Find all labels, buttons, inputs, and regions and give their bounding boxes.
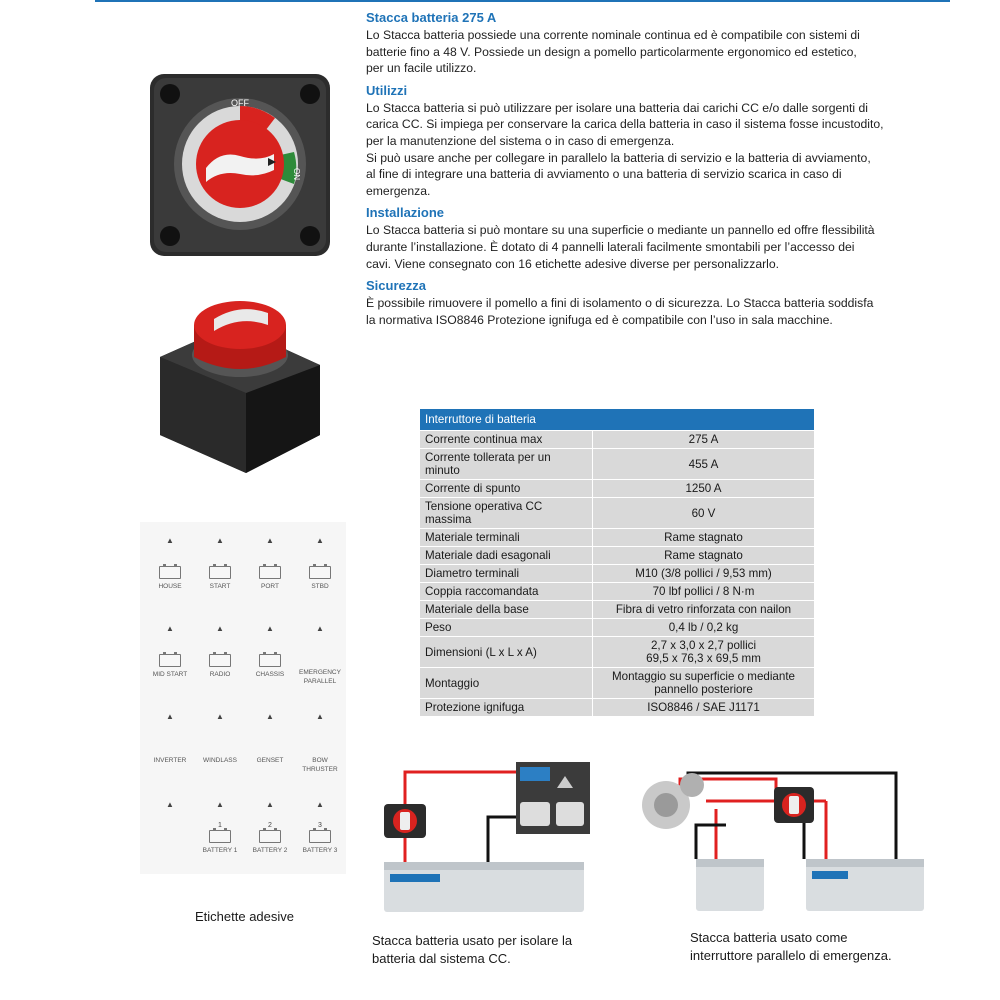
sticker-label <box>246 624 294 708</box>
spec-row <box>420 601 814 619</box>
section-line: carica CC. Si impiega per conservare la carica della batteria in caso il sistema fosse incustodito, <box>366 117 884 132</box>
battery-icon <box>209 830 231 843</box>
description-column <box>366 10 926 334</box>
spec-value: ISO8846 / SAE J1171 <box>593 699 815 717</box>
sticker-text: HOUSE <box>158 583 182 590</box>
section-line: batterie fino a 48 V. Possiede un design a pomello particolarmente ergonomico ed estetico, <box>366 44 857 59</box>
sticker-label <box>146 536 194 620</box>
spec-key: Materiale terminali <box>420 529 593 547</box>
up-arrow-icon: ▲ <box>166 800 174 809</box>
sticker-label <box>296 800 344 884</box>
battery-icon <box>309 830 331 843</box>
up-arrow-icon: ▲ <box>266 624 274 633</box>
sticker-text: STBD <box>311 583 329 590</box>
sticker-label <box>196 536 244 620</box>
up-arrow-icon: ▲ <box>266 536 274 545</box>
sticker-label <box>146 800 194 884</box>
up-arrow-icon: ▲ <box>266 712 274 721</box>
section-line: Lo Stacca batteria si può utilizzare per isolare una batteria dai carichi CC e/o dalle sorgenti di <box>366 100 868 115</box>
top-rule <box>95 0 950 2</box>
left-diagram-caption <box>372 932 572 968</box>
sticker-label <box>296 624 344 708</box>
section-3 <box>366 278 926 328</box>
section-line: durante l’installazione. È dotato di 4 pannelli laterali facilmente smontabili per l’accesso dei <box>366 239 855 254</box>
sticker-text: RADIO <box>209 671 231 678</box>
up-arrow-icon: ▲ <box>216 536 224 545</box>
spec-row <box>420 498 814 529</box>
sticker-label <box>296 536 344 620</box>
sticker-sheet <box>140 522 346 874</box>
section-2 <box>366 205 926 272</box>
left-caption-line1: Stacca batteria usato per isolare la <box>372 933 573 948</box>
battery-icon <box>159 654 181 667</box>
spec-value: Montaggio su superficie o mediante pannello posteriore <box>593 668 815 699</box>
sticker-number: 1 <box>218 822 222 829</box>
sticker-number <box>246 734 294 742</box>
spec-value: 1250 A <box>593 480 815 498</box>
spec-key: Coppia raccomandata <box>420 583 593 601</box>
spec-row <box>420 547 814 565</box>
battery-icon <box>159 566 181 579</box>
right-caption-line1: Stacca batteria usato come <box>690 930 848 945</box>
sticker-number <box>146 558 194 566</box>
sticker-caption: Etichette adesive <box>195 909 295 924</box>
sticker-text: WINDLASS <box>203 757 237 764</box>
spec-key: Corrente tollerata per un minuto <box>420 449 593 480</box>
section-line: È possibile rimuovere il pomello a fini di isolamento o di sicurezza. Lo Stacca batteria soddisfa <box>366 296 874 311</box>
section-line: Lo Stacca batteria si può montare su una superficie o mediante un pannello ed offre flessibilità <box>366 223 875 238</box>
section-line: al fine di integrare una batteria di avviamento o una batteria di servizio scarica in caso di <box>366 167 842 182</box>
sticker-label <box>246 536 294 620</box>
section-title: Utilizzi <box>366 82 408 98</box>
sticker-number <box>246 646 294 654</box>
sticker-text: CHASSIS <box>255 671 285 678</box>
up-arrow-icon: ▲ <box>316 712 324 721</box>
up-arrow-icon: ▲ <box>316 800 324 809</box>
sticker-label <box>246 800 294 884</box>
spec-table-header <box>420 409 814 431</box>
up-arrow-icon: ▲ <box>166 536 174 545</box>
section-title: Sicurezza <box>366 278 426 294</box>
spec-row <box>420 431 814 449</box>
battery-icon <box>259 830 281 843</box>
up-arrow-icon: ▲ <box>166 624 174 633</box>
spec-row <box>420 699 814 717</box>
spec-value: 60 V <box>593 498 815 529</box>
sticker-label <box>146 712 194 796</box>
section-line: emergenza. <box>366 183 431 198</box>
right-caption-line2: interruttore parallelo di emergenza. <box>690 948 892 963</box>
sticker-text: PORT <box>261 583 279 590</box>
spec-table-title: Interruttore di batteria <box>420 409 814 431</box>
section-line: cavi. Viene consegnato con 16 etichette adesive diverse per personalizzarlo. <box>366 256 780 271</box>
up-arrow-icon: ▲ <box>216 800 224 809</box>
sticker-text: GENSET <box>256 757 284 764</box>
spec-value: Rame stagnato <box>593 547 815 565</box>
right-diagram-caption <box>690 929 892 965</box>
spec-value: 455 A <box>593 449 815 480</box>
sticker-number <box>146 734 194 742</box>
battery-icon <box>209 566 231 579</box>
spec-value: Fibra di vetro rinforzata con nailon <box>593 601 815 619</box>
spec-row <box>420 668 814 699</box>
sticker-number <box>146 822 194 830</box>
battery-icon <box>309 566 331 579</box>
left-caption-line2: batteria dal sistema CC. <box>372 951 511 966</box>
section-line: la normativa ISO8846 Protezione ignifuga ed è compatibile con l’uso in sala macchine. <box>366 312 833 327</box>
battery-icon <box>259 566 281 579</box>
switch-front-photo <box>148 72 332 258</box>
sticker-label <box>196 800 244 884</box>
sticker-number <box>246 558 294 566</box>
switch-side-photo <box>150 285 328 475</box>
spec-key: Dimensioni (L x L x A) <box>420 637 593 668</box>
sticker-text: BATTERY 1 <box>202 847 238 854</box>
spec-key: Materiale dadi esagonali <box>420 547 593 565</box>
section-line: Lo Stacca batteria possiede una corrente nominale continua ed è compatibile con sistemi di <box>366 28 860 42</box>
spec-row <box>420 480 814 498</box>
sticker-text: INVERTER <box>153 757 187 764</box>
spec-key: Protezione ignifuga <box>420 699 593 717</box>
off-label: OFF <box>231 98 249 108</box>
sticker-number <box>196 734 244 742</box>
sticker-number <box>196 558 244 566</box>
spec-key: Diametro terminali <box>420 565 593 583</box>
sticker-text: BOW THRUSTER <box>302 757 338 773</box>
spec-value: 0,4 lb / 0,2 kg <box>593 619 815 637</box>
sticker-number <box>296 734 344 742</box>
up-arrow-icon: ▲ <box>166 712 174 721</box>
section-0 <box>366 10 926 77</box>
sticker-text: BATTERY 2 <box>252 847 288 854</box>
sticker-number: 2 <box>268 822 272 829</box>
spec-row <box>420 619 814 637</box>
up-arrow-icon: ▲ <box>266 800 274 809</box>
spec-key: Corrente di spunto <box>420 480 593 498</box>
up-arrow-icon: ▲ <box>316 536 324 545</box>
sticker-label <box>146 624 194 708</box>
sticker-label <box>246 712 294 796</box>
on-label: ON <box>292 168 301 180</box>
sticker-text: EMERGENCY PARALLEL <box>299 669 341 685</box>
up-arrow-icon: ▲ <box>216 624 224 633</box>
spec-key: Materiale della base <box>420 601 593 619</box>
sticker-label <box>296 712 344 796</box>
spec-value: 275 A <box>593 431 815 449</box>
spec-row <box>420 583 814 601</box>
sticker-label <box>196 624 244 708</box>
spec-key: Peso <box>420 619 593 637</box>
spec-key: Montaggio <box>420 668 593 699</box>
battery-icon <box>259 654 281 667</box>
up-arrow-icon: ▲ <box>216 712 224 721</box>
spec-row <box>420 565 814 583</box>
section-1 <box>366 83 926 200</box>
isolation-wiring-diagram <box>370 762 595 914</box>
parallel-wiring-diagram <box>636 765 928 915</box>
sticker-label <box>196 712 244 796</box>
spec-row <box>420 637 814 668</box>
spec-table <box>420 409 814 717</box>
spec-key: Tensione operativa CC massima <box>420 498 593 529</box>
section-line: per la manutenzione del sistema o in caso di emergenza. <box>366 133 675 148</box>
sticker-text: BATTERY 3 <box>302 847 338 854</box>
sticker-text: MID START <box>152 671 188 678</box>
section-line: per un facile utilizzo. <box>366 61 477 76</box>
spec-value: M10 (3/8 pollici / 9,53 mm) <box>593 565 815 583</box>
sticker-number: 3 <box>318 822 322 829</box>
sticker-number <box>196 646 244 654</box>
spec-value: Rame stagnato <box>593 529 815 547</box>
spec-value: 2,7 x 3,0 x 2,7 pollici 69,5 x 76,3 x 69,5 mm <box>593 637 815 668</box>
section-line: Si può usare anche per collegare in parallelo la batteria di servizio e la batteria di avviamento, <box>366 150 871 165</box>
section-title: Stacca batteria 275 A <box>366 10 497 25</box>
spec-key: Corrente continua max <box>420 431 593 449</box>
up-arrow-icon: ▲ <box>316 624 324 633</box>
spec-row <box>420 449 814 480</box>
section-title: Installazione <box>366 205 445 221</box>
sticker-number <box>146 646 194 654</box>
sticker-number <box>296 646 344 654</box>
battery-icon <box>209 654 231 667</box>
spec-row <box>420 529 814 547</box>
sticker-text: START <box>209 583 231 590</box>
spec-value: 70 lbf pollici / 8 N·m <box>593 583 815 601</box>
sticker-number <box>296 558 344 566</box>
